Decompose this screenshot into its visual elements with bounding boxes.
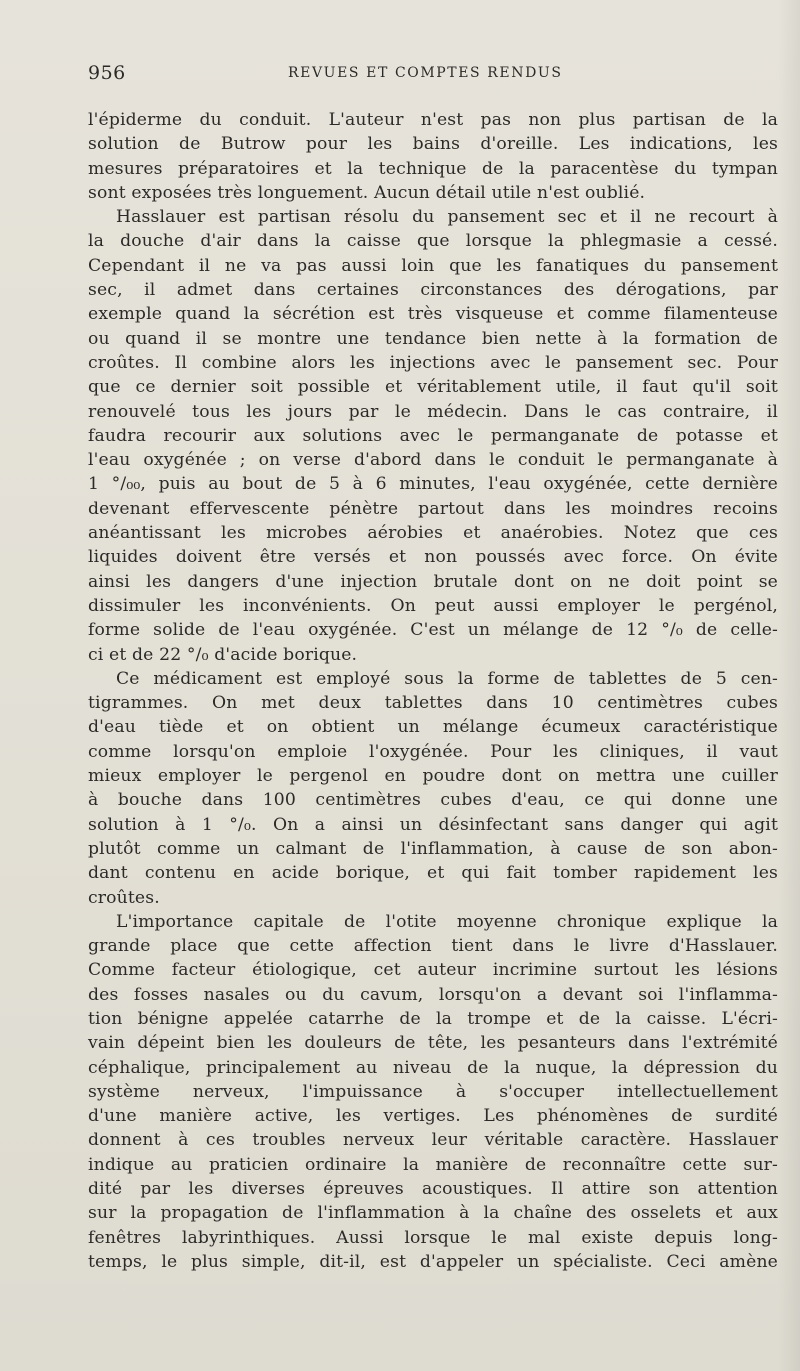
text-line: céphalique, principalement au niveau de la nuque, la dépression du [88,1057,778,1078]
text-line: à bouche dans 100 centimètres cubes d'eau, ce qui donne une [88,790,778,811]
text-line: ou quand il se montre une tendance bien nette à la formation de [88,328,778,349]
text-line: exemple quand la sécrétion est très visqueuse et comme filamenteuse [88,304,778,325]
paragraph [88,667,778,910]
text-line: des fosses nasales ou du cavum, lorsqu'on a devant soi l'inflamma- [88,984,778,1005]
text-line: mesures préparatoires et la technique de la paracentèse du tympan [88,158,778,179]
paragraph [88,910,778,1274]
text-line: sont exposées très longuement. Aucun détail utile n'est oublié. [88,182,646,203]
text-line: dissimuler les inconvénients. On peut aussi employer le pergénol, [88,595,778,616]
paragraph [88,108,778,205]
text-line: l'eau oxygénée ; on verse d'abord dans le conduit le permanganate à [88,450,778,471]
text-line: plutôt comme un calmant de l'inflammation, à cause de son abon- [88,838,778,859]
text-line: d'eau tiède et on obtient un mélange écumeux caractéristique [88,717,778,738]
page-header [88,62,778,86]
text-line: ci et de 22 °/₀ d'acide borique. [88,644,358,665]
text-line: l'épiderme du conduit. L'auteur n'est pas non plus partisan de la [88,110,778,130]
text-line: vain dépeint bien les douleurs de tête, les pesanteurs dans l'extrémité [88,1033,778,1054]
paragraph [88,205,778,667]
page-number: 956 [88,62,126,84]
text-line: sur la propagation de l'inflammation à la chaîne des osselets et aux [88,1203,778,1224]
text-line: solution de Butrow pour les bains d'oreille. Les indications, les [88,134,778,155]
text-line: donnent à ces troubles nerveux leur véritable caractère. Hasslauer [88,1130,778,1151]
text-line: croûtes. Il combine alors les injections avec le pansement sec. Pour [88,352,778,373]
text-line: solution à 1 °/₀. On a ainsi un désinfectant sans danger qui agit [88,814,778,835]
text-line: dité par les diverses épreuves acoustiques. Il attire son attention [88,1179,778,1200]
text-line: sec, il admet dans certaines circonstances des dérogations, par [88,280,778,301]
text-line: 1 °/₀₀, puis au bout de 5 à 6 minutes, l'eau oxygénée, cette dernière [88,474,778,495]
text-line: ainsi les dangers d'une injection brutale dont on ne doit point se [88,571,778,592]
text-line: faudra recourir aux solutions avec le permanganate de potasse et [88,425,778,446]
text-line: indique au praticien ordinaire la manière de reconnaître cette sur- [88,1154,778,1175]
body-text [88,108,778,1274]
text-line: croûtes. [88,887,160,908]
text-line: la douche d'air dans la caisse que lorsque la phlegmasie a cessé. [88,231,778,252]
text-line: forme solide de l'eau oxygénée. C'est un mélange de 12 °/₀ de celle- [88,620,778,641]
text-line: renouvelé tous les jours par le médecin. Dans le cas contraire, il [88,401,778,422]
text-line: liquides doivent être versés et non poussés avec force. On évite [88,547,778,568]
text-line: anéantissant les microbes aérobies et anaérobies. Notez que ces [88,523,778,544]
text-line: comme lorsqu'on emploie l'oxygénée. Pour les cliniques, il vaut [88,741,778,762]
text-line: système nerveux, l'impuissance à s'occuper intellectuellement [88,1081,778,1102]
text-line: Ce médicament est employé sous la forme de tablettes de 5 cen- [116,668,778,689]
text-line: devenant effervescente pénètre partout dans les moindres recoins [88,498,778,519]
text-line: mieux employer le pergenol en poudre dont on mettra une cuiller [88,766,778,787]
page-edge-shadow [778,0,800,1371]
text-line: d'une manière active, les vertiges. Les phénomènes de surdité [88,1106,778,1127]
text-line: temps, le plus simple, dit-il, est d'appeler un spécialiste. Ceci amène [88,1251,778,1272]
text-line: tion bénigne appelée catarrhe de la trompe et de la caisse. L'écri- [88,1008,778,1029]
text-line: Hasslauer est partisan résolu du pansement sec et il ne recourt à [116,207,778,228]
text-line: grande place que cette affection tient dans le livre d'Hasslauer. [88,936,778,957]
running-head: REVUES ET COMPTES RENDUS [288,65,563,81]
text-line: dant contenu en acide borique, et qui fait tomber rapidement les [88,863,778,884]
text-line: Comme facteur étiologique, cet auteur incrimine surtout les lésions [88,960,778,981]
text-line: fenêtres labyrinthiques. Aussi lorsque le mal existe depuis long- [88,1227,778,1248]
text-line: L'importance capitale de l'otite moyenne chronique explique la [116,911,778,932]
text-line: tigrammes. On met deux tablettes dans 10 centimètres cubes [88,693,778,714]
text-line: que ce dernier soit possible et véritablement utile, il faut qu'il soit [88,377,778,398]
text-line: Cependant il ne va pas aussi loin que les fanatiques du pansement [88,255,778,276]
